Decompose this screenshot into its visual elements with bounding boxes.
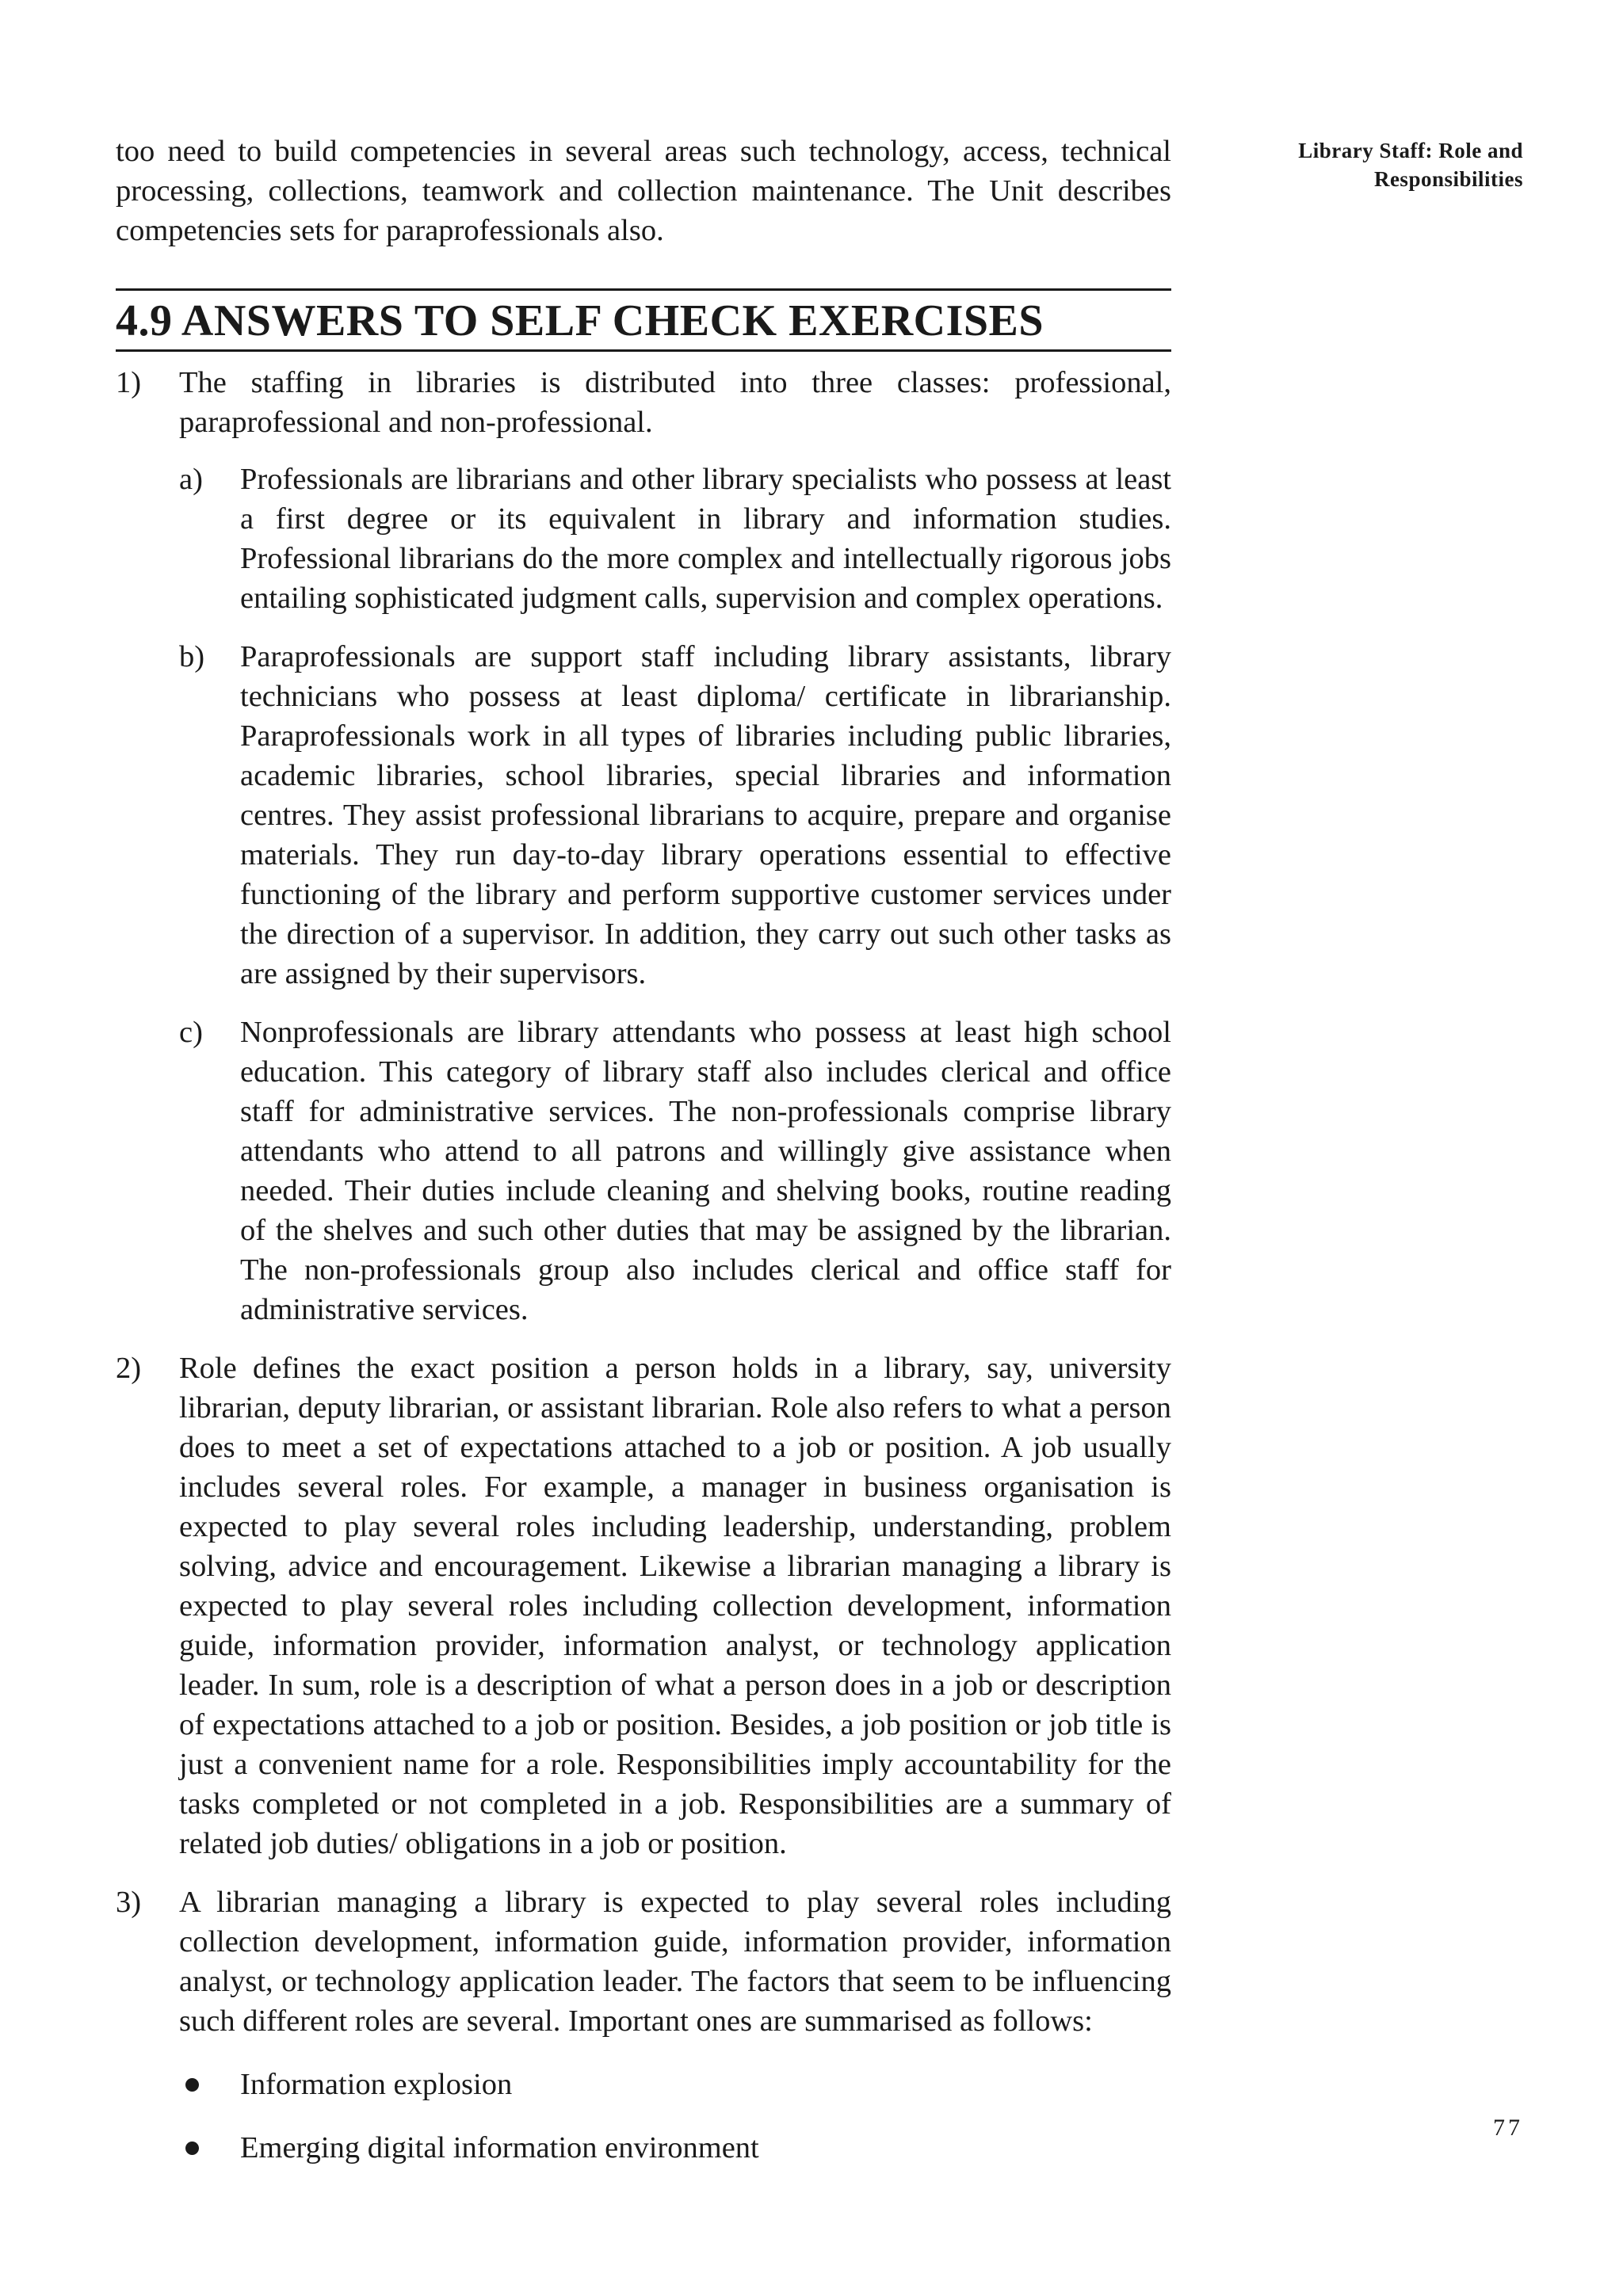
answer-item-1 [116, 363, 1171, 1329]
answer-number: 1) [116, 366, 142, 399]
page-number: 77 [1493, 2115, 1523, 2141]
bullet-item [179, 2128, 1171, 2168]
subitem-text: Professionals are librarians and other library specialists who possess at least a first degree or its equivalent in library and information studies. Professional librarians do the more complex and intellectually rigorous jobs entailing sophisticated judgment calls, supervision and complex operations. [240, 463, 1171, 615]
answer-item-3 [116, 1882, 1171, 2168]
subitem-text: Nonprofessionals are library attendants who possess at least high school education. This category of library staff also includes clerical and office staff for administrative services. The non-professionals comprise library attendants who attend to all patrons and willingly give assistance when needed. Their duties include cleaning and shelving books, routine reading of the shelves and such other duties that may be assigned by the librarian. The non-professionals group also includes clerical and office staff for administrative services. [240, 1016, 1171, 1326]
subitem-label: a) [179, 463, 203, 496]
answer-text: A librarian managing a library is expected to play several roles including collection development, information guide, information provider, information analyst, or technology application leader. The factors that seem to be influencing such different roles are several. Important ones are summarised as follows: [179, 1886, 1171, 2038]
bullet-icon [185, 2078, 199, 2092]
section-heading: 4.9 ANSWERS TO SELF CHECK EXERCISES [116, 288, 1171, 352]
bullet-list [179, 2065, 1171, 2168]
bullet-item [179, 2065, 1171, 2104]
answers-list [116, 363, 1171, 2168]
running-head [1190, 136, 1523, 193]
subitem-text: Paraprofessionals are support staff including library assistants, library technicians who possess at least diploma/ certificate in librarianship. Paraprofessionals work in all types of libraries including public libraries, academic libraries, school libraries, special libraries and information centres. They assist professional librarians to acquire, prepare and organise materials. They run day-to-day library operations essential to effective functioning of the library and perform supportive customer services under the direction of a supervisor. In addition, they carry out such other tasks as are assigned by their supervisors. [240, 640, 1171, 990]
bullet-text: Emerging digital information environment [240, 2131, 759, 2164]
answer-subitems [179, 460, 1171, 1329]
intro-paragraph: too need to build competencies in several areas such technology, access, technical processing, collections, teamwork and collection maintenance. The Unit describes competencies sets for paraprofessionals also. [116, 135, 1171, 247]
answer-text: Role defines the exact position a person holds in a library, say, university librarian, deputy librarian, or assistant librarian. Role also refers to what a person does to meet a set of expectations attached to a job or position. A job usually includes several roles. For example, a manager in business organisation is expected to play several roles including leadership, understanding, problem solving, advice and encouragement. Likewise a librarian managing a library is expected to play several roles including collection development, information guide, information provider, information analyst, or technology application leader. In sum, role is a description of what a person does in a job or description of expectations attached to a job or position. Besides, a job position or job title is just a convenient name for a role. Responsibilities imply accountability for the tasks completed or not completed in a job. Responsibilities are a summary of related job duties/ obligations in a job or position. [179, 1352, 1171, 1860]
bullet-icon [185, 2142, 199, 2155]
subitem-b [179, 637, 1171, 994]
answer-item-2 [116, 1348, 1171, 1863]
answer-number: 2) [116, 1352, 142, 1385]
subitem-label: c) [179, 1016, 203, 1049]
answer-text: The staffing in libraries is distributed into three classes: professional, paraprofessional and non-professional. [179, 366, 1171, 439]
subitem-label: b) [179, 640, 205, 673]
running-head-line-2: Responsibilities [1373, 167, 1523, 191]
bullet-text: Information explosion [240, 2068, 513, 2101]
subitem-c [179, 1013, 1171, 1329]
subitem-a [179, 460, 1171, 618]
running-head-line-1: Library Staff: Role and [1298, 139, 1523, 162]
answer-number: 3) [116, 1886, 142, 1919]
main-content [116, 132, 1171, 2191]
